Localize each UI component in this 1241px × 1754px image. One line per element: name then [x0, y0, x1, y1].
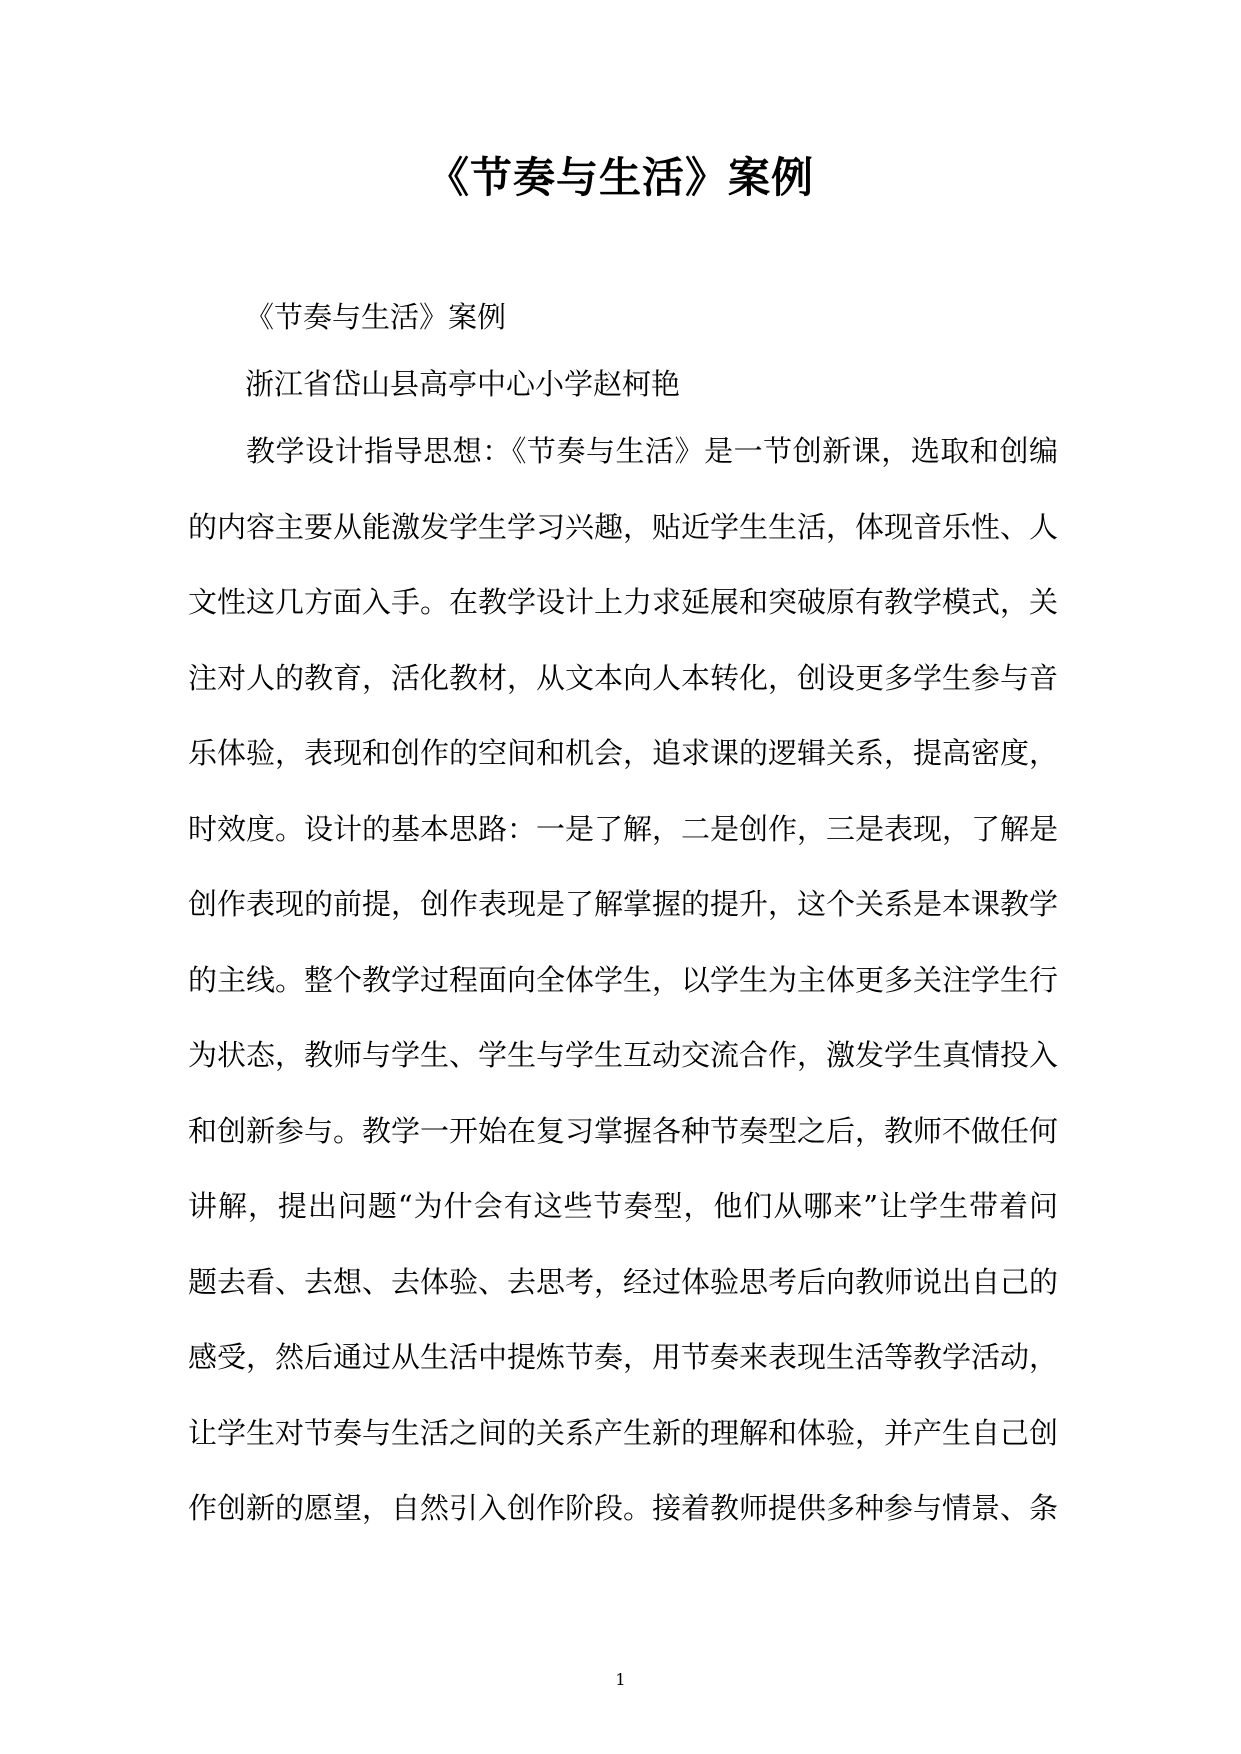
body-paragraph: 教学设计指导思想：《节奏与生活》是一节创新课，选取和创编的内容主要从能激发学生学习兴趣，贴近学生生活，体现音乐性、人文性这几方面入手。在教学设计上力求延展和突破原有教学模式，关注对人的教育，活化教材，从文本向人本转化，创设更多学生参与音乐体验，表现和创作的空间和机会，追求课的逻辑关系，提高密度，时效度。设计的基本思路：一是了解，二是创作，三是表现，了解是创作表现的前提，创作表现是了解掌握的提升，这个关系是本课教学的主线。整个教学过程面向全体学生，以学生为主体更多关注学生行为状态，教师与学生、学生与学生互动交流合作，激发学生真情投入和创新参与。教学一开始在复习掌握各种节奏型之后，教师不做任何讲解，提出问题“为什会有这些节奏型，他们从哪来”让学生带着问题去看、去想、去体验、去思考，经过体验思考后向教师说出自己的感受，然后通过从生活中提炼节奏，用节奏来表现生活等教学活动，让学生对节奏与生活之间的关系产生新的理解和体验，并产生自己创作创新的愿望，自然引入创作阶段。接着教师提供多种参与情景、条	[188, 434, 1059, 1525]
body-text	[188, 414, 1058, 1547]
document-subtitle: 《节奏与生活》案例	[245, 300, 507, 334]
page-number: 1	[615, 1670, 626, 1689]
document-title: 《节奏与生活》案例	[426, 153, 814, 202]
author-line: 浙江省岱山县高亭中心小学赵柯艳	[245, 367, 681, 401]
